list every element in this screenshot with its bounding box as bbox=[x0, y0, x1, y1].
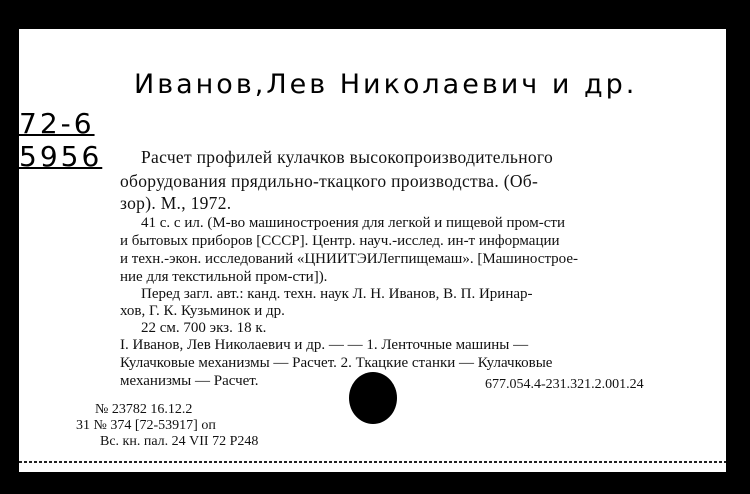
tracing-line-2: Кулачковые механизмы — Расчет. 2. Ткацкие станки — Кулачковые bbox=[120, 355, 553, 371]
authors-line-2: хов, Г. К. Кузьминок и др. bbox=[120, 303, 285, 319]
body-line-1: 41 с. с ил. (М-во машиностроения для легкой и пищевой пром-сти bbox=[141, 215, 565, 231]
shelf-mark-bottom: 5956 bbox=[19, 140, 103, 173]
catalog-card bbox=[19, 29, 726, 472]
title-line-3: зор). М., 1972. bbox=[120, 193, 232, 213]
title-line-1: Расчет профилей кулачков высокопроизводительного bbox=[141, 147, 553, 167]
physical-description: 22 см. 700 экз. 18 к. bbox=[141, 320, 267, 336]
body-line-2: и бытовых приборов [СССР]. Центр. науч.-исслед. ин-т информации bbox=[120, 233, 560, 249]
tracing-line-3: механизмы — Расчет. bbox=[120, 373, 259, 389]
card-bottom-rule bbox=[19, 461, 726, 463]
punch-hole bbox=[349, 372, 397, 424]
body-line-3: и техн.-экон. исследований «ЦНИИТЭИЛегпищемаш». [Машинострое- bbox=[120, 251, 579, 267]
footer-line-3: Вс. кн. пал. 24 VII 72 Р248 bbox=[100, 434, 259, 449]
udc-number: 677.054.4-231.321.2.001.24 bbox=[485, 377, 644, 392]
handwritten-author-heading: Иванов,Лев Николаевич и др. bbox=[134, 69, 638, 100]
footer-line-2: 31 № 374 [72-53917] оп bbox=[76, 418, 216, 433]
body-line-4: ние для текстильной пром-сти]). bbox=[120, 269, 328, 285]
shelf-mark-top: 72-6 bbox=[19, 107, 95, 140]
footer-line-1: № 23782 16.12.2 bbox=[95, 402, 193, 417]
tracing-line-1: I. Иванов, Лев Николаевич и др. — — 1. Ленточные машины — bbox=[120, 337, 529, 353]
title-line-2: оборудования прядильно-ткацкого производства. (Об- bbox=[120, 171, 539, 191]
authors-line-1: Перед загл. авт.: канд. техн. наук Л. Н. Иванов, В. П. Иринар- bbox=[141, 286, 533, 302]
